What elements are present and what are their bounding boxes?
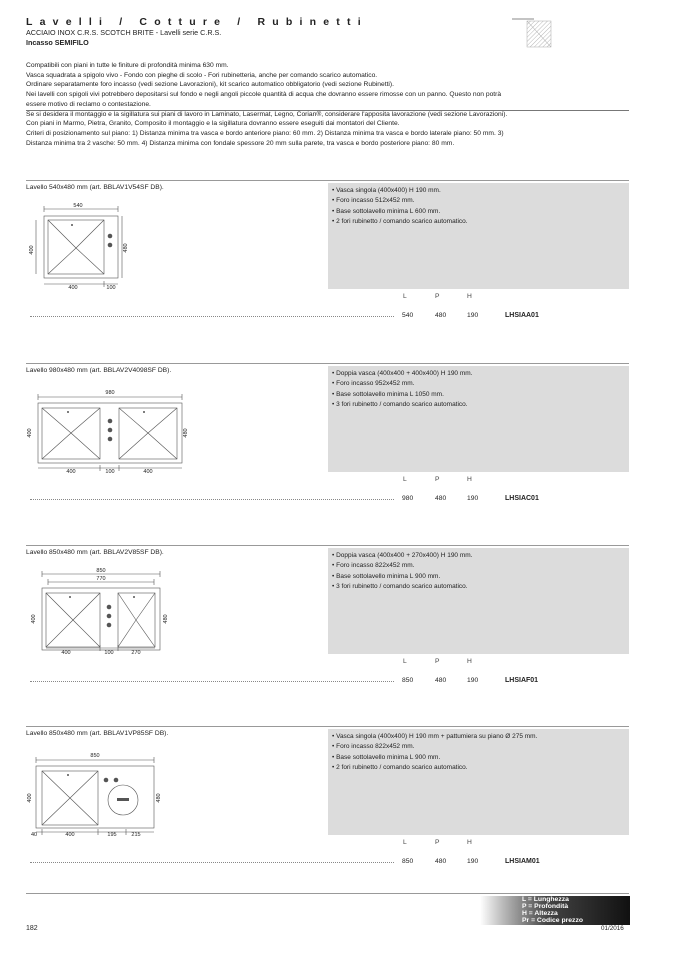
bottom-dimensions xyxy=(26,828,196,840)
technical-drawing xyxy=(26,563,196,655)
section-corner-icon xyxy=(512,18,552,48)
category-label: Incasso SEMIFILO xyxy=(26,38,89,47)
intro-line: Distanza minima tra 2 vasche: 50 mm. 4) Distanza minima con fondale spessore 20 mm sulla parete, tra vasca e bordo posteriore piano: 80 mm. xyxy=(26,139,455,147)
legend-item: P = Profondità xyxy=(522,903,569,910)
product-title: Lavello 850x480 mm (art. BBLAV1VP85SF DB). xyxy=(26,730,169,737)
dim-depth: 480 xyxy=(163,614,169,624)
intro-line: Criteri di posizionamento sul piano: 1) Distanza minima tra vasca e bordo anteriore piano: 60 mm. 2) Distanza minima tra vasca e bordo laterale piano: 50 mm. 3) xyxy=(26,129,504,137)
col-header-p: P xyxy=(435,839,440,846)
spec-item: • 3 fori rubinetto / comando scarico automatico. xyxy=(332,400,625,410)
dim-basin2-width: 270 xyxy=(131,650,141,656)
spec-item: • Foro incasso 952x452 mm. xyxy=(332,379,625,389)
dim-basin-depth: 400 xyxy=(29,245,35,255)
spec-item: • Vasca singola (400x400) H 190 mm. xyxy=(332,186,625,196)
dim-depth: 480 xyxy=(123,243,129,253)
value-h: 190 xyxy=(467,677,479,684)
dim-basin-width: 400 xyxy=(66,469,76,473)
col-header-h: H xyxy=(467,839,472,846)
section-divider xyxy=(26,545,629,546)
dim-width: 540 xyxy=(73,203,83,209)
col-header-l: L xyxy=(403,476,407,483)
col-header-p: P xyxy=(435,476,440,483)
spec-box xyxy=(328,548,629,654)
technical-drawing xyxy=(26,381,196,473)
intro-line: Compatibili con piani in tutte le finiture di profondità minima 630 mm. xyxy=(26,62,229,69)
legend-item: H = Altezza xyxy=(522,910,558,917)
dim-basin-depth: 400 xyxy=(31,614,37,624)
product-title: Lavello 980x480 mm (art. BBLAV2V4098SF DB). xyxy=(26,367,172,374)
intro-line: Se si desidera il montaggio e la sigillatura sui piani di lavoro in Laminato, Lasermat, Legno, Corian®, considerare l'apposita lavorazione (vedi sezione Lavorazioni). xyxy=(26,110,508,118)
dim-gap: 100 xyxy=(105,469,115,473)
value-l: 540 xyxy=(402,312,414,319)
dim-width: 850 xyxy=(90,753,100,759)
page-title: Lavelli / Cotture / Rubinetti xyxy=(26,16,368,28)
spec-item: • Doppia vasca (400x400 + 270x400) H 190 mm. xyxy=(332,551,625,561)
page-subtitle: ACCIAIO INOX C.R.S. SCOTCH BRITE - Lavelli serie C.R.S. xyxy=(26,28,222,37)
technical-drawing xyxy=(26,744,196,836)
bottom-dimension-labels xyxy=(26,829,196,841)
value-l: 980 xyxy=(402,495,414,502)
dot-leader xyxy=(30,681,394,682)
legend-item: Pr = Codice prezzo xyxy=(522,917,583,924)
spec-item: • Base sottolavello minima L 600 mm. xyxy=(332,207,625,217)
intro-line: Nei lavelli con spigoli vivi potrebbero depositarsi sul fondo e negli angoli piccole quantità di acqua che dovranno essere rimosse con un panno. Questo non potrà xyxy=(26,91,502,99)
section-divider xyxy=(26,726,629,727)
footer-divider xyxy=(26,893,629,894)
value-l: 850 xyxy=(402,677,414,684)
dim-basin-depth: 400 xyxy=(27,428,33,438)
dot-leader xyxy=(30,316,394,317)
dim-side: 100 xyxy=(106,285,116,290)
legend-item: L = Lunghezza xyxy=(522,896,569,903)
spec-box xyxy=(328,183,629,289)
spec-item: • Vasca singola (400x400) H 190 mm + pattumiera su piano Ø 275 mm. xyxy=(332,732,625,742)
dim-basin-width: 400 xyxy=(65,832,75,838)
product-code: LHSIAM01 xyxy=(505,858,540,865)
value-p: 480 xyxy=(435,858,447,865)
spec-item: • 2 fori rubinetto / comando scarico automatico. xyxy=(332,217,625,227)
value-l: 850 xyxy=(402,858,414,865)
section-divider xyxy=(26,363,629,364)
dim-depth: 480 xyxy=(156,793,162,803)
dim-bin-width: 215 xyxy=(131,832,141,838)
intro-line: essere motivo di reclamo o contestazione. xyxy=(26,100,151,108)
dim-inner-width: 770 xyxy=(96,576,106,582)
product-title: Lavello 540x480 mm (art. BBLAV1V54SF DB). xyxy=(26,184,164,191)
bottom-dimension-line xyxy=(26,645,196,659)
spec-box xyxy=(328,729,629,835)
legend-box xyxy=(480,896,630,925)
dim-basin-width: 400 xyxy=(61,650,71,656)
spec-item: • Foro incasso 822x452 mm. xyxy=(332,742,625,752)
dim-width: 980 xyxy=(105,390,115,396)
col-header-h: H xyxy=(467,476,472,483)
section-divider xyxy=(26,180,629,181)
intro-divider xyxy=(26,110,629,111)
value-h: 190 xyxy=(467,858,479,865)
product-code: LHSIAF01 xyxy=(505,677,539,684)
spec-item: • 2 fori rubinetto / comando scarico automatico. xyxy=(332,763,625,773)
dim-basin2-width: 400 xyxy=(143,469,153,473)
product-title: Lavello 850x480 mm (art. BBLAV2V85SF DB). xyxy=(26,549,164,556)
col-header-l: L xyxy=(403,658,407,665)
col-header-l: L xyxy=(403,839,407,846)
spec-item: • Base sottolavello minima L 900 mm. xyxy=(332,572,625,582)
spec-box xyxy=(328,366,629,472)
bottom-dimensions xyxy=(26,645,196,659)
dim-gap: 195 xyxy=(107,832,117,838)
dot-leader xyxy=(30,862,394,863)
dot-leader xyxy=(30,499,394,500)
dim-gap: 100 xyxy=(104,650,114,656)
technical-drawing xyxy=(26,198,196,290)
spec-item: • Foro incasso 512x452 mm. xyxy=(332,196,625,206)
intro-line: Vasca squadrata a spigolo vivo - Fondo con pieghe di scolo - Fori rubinetteria, anche per comando scarico automatico. xyxy=(26,71,378,79)
col-header-p: P xyxy=(435,293,440,300)
spec-item: • Base sottolavello minima L 900 mm. xyxy=(332,753,625,763)
page-number: 182 xyxy=(26,925,38,932)
dim-depth: 480 xyxy=(183,428,189,438)
value-h: 190 xyxy=(467,312,479,319)
dim-basin-depth: 400 xyxy=(27,793,33,803)
col-header-h: H xyxy=(467,658,472,665)
intro-text xyxy=(26,61,636,148)
spec-item: • Foro incasso 822x452 mm. xyxy=(332,561,625,571)
spec-item: • Doppia vasca (400x400 + 400x400) H 190 mm. xyxy=(332,369,625,379)
value-p: 480 xyxy=(435,677,447,684)
spec-item: • Base sottolavello minima L 1050 mm. xyxy=(332,390,625,400)
spec-item: • 3 fori rubinetto / comando scarico automatico. xyxy=(332,582,625,592)
dim-width: 850 xyxy=(96,568,106,574)
edition-date: 01/2016 xyxy=(601,925,624,932)
product-code: LHSIAA01 xyxy=(505,312,539,319)
product-code: LHSIAC01 xyxy=(505,495,539,502)
value-p: 480 xyxy=(435,312,447,319)
col-header-h: H xyxy=(467,293,472,300)
dim-left-margin: 40 xyxy=(30,832,38,838)
col-header-p: P xyxy=(435,658,440,665)
value-h: 190 xyxy=(467,495,479,502)
col-header-l: L xyxy=(403,293,407,300)
dim-basin-width: 400 xyxy=(68,285,78,290)
value-p: 480 xyxy=(435,495,447,502)
intro-line: Con piani in Marmo, Pietra, Granito, Composito il montaggio e la sigillatura dovranno essere eseguiti dai montatori del Cliente. xyxy=(26,120,400,128)
intro-line: Ordinare separatamente foro incasso (vedi sezione Lavorazioni), kit scarico automatico obbligatorio (vedi sezione Rubinetti). xyxy=(26,81,394,89)
